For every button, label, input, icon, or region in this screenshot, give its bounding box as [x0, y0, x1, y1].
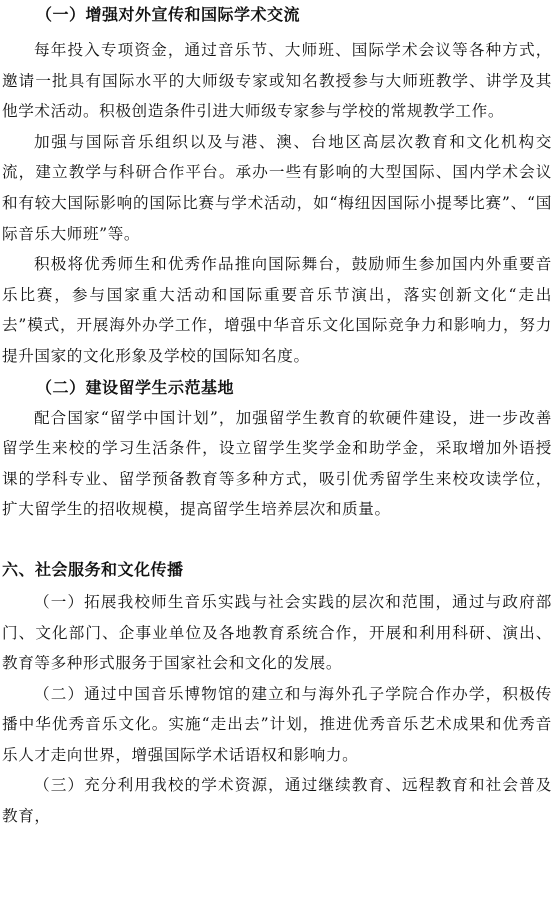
- paragraph-masterclass-funding: 每年投入专项资金，通过音乐节、大师班、国际学术会议等各种方式，邀请一批具有国际水平的大师级专家或知名教授参与大师班教学、讲学及其他学术活动。积极创造条件引进大师级专家参与学校的常规教学工作。: [2, 41, 552, 121]
- subheading-international-exchange: （一）增强对外宣传和国际学术交流: [36, 5, 301, 24]
- section-heading-social-service: 六、社会服务和文化传播: [2, 559, 184, 579]
- section-gap: [2, 525, 552, 555]
- paragraph-international-cooperation: 加强与国际音乐组织以及与港、澳、台地区高层次教育和文化机构交流，建立教学与科研合作平台。承办一些有影响的大型国际、国内学术会议和有较大国际影响的国际比赛与学术活动，如“梅纽因国际小提琴比赛”、“国际音乐大师班”等。: [2, 132, 552, 243]
- paragraph-international-stage: 积极将优秀师生和优秀作品推向国际舞台，鼓励师生参加国内外重要音乐比赛，参与国家重大活动和国际重要音乐节演出，落实创新文化“走出去”模式，开展海外办学工作，增强中华音乐文化国际竞争力和影响力，努力提升国家的文化形象及学校的国际知名度。: [2, 255, 552, 365]
- paragraph-study-in-china: 配合国家“留学中国计划”，加强留学生教育的软硬件建设，进一步改善留学生来校的学习生活条件，设立留学生奖学金和助学金，采取增加外语授课的学科专业、留学预备教育等多种方式，吸引优秀留学生来校攻读学位，扩大留学生的招收规模，提高留学生培养层次和质量。: [2, 408, 552, 519]
- subheading-international-students: （二）建设留学生示范基地: [36, 377, 235, 397]
- paragraph-social-practice: （一）拓展我校师生音乐实践与社会实践的层次和范围，通过与政府部门、文化部门、企事业单位及各地教育系统合作，开展和利用科研、演出、教育等多种形式服务于国家社会和文化的发展。: [2, 592, 552, 673]
- paragraph-music-culture-spread: （二）通过中国音乐博物馆的建立和与海外孔子学院合作办学，积极传播中华优秀音乐文化。实施“走出去”计划，推进优秀音乐艺术成果和优秀音乐人才走向世界，增强国际学术话语权和影响力。: [2, 684, 552, 764]
- paragraph-academic-resources: （三）充分利用我校的学术资源，通过继续教育、远程教育和社会普及教育，: [2, 776, 552, 826]
